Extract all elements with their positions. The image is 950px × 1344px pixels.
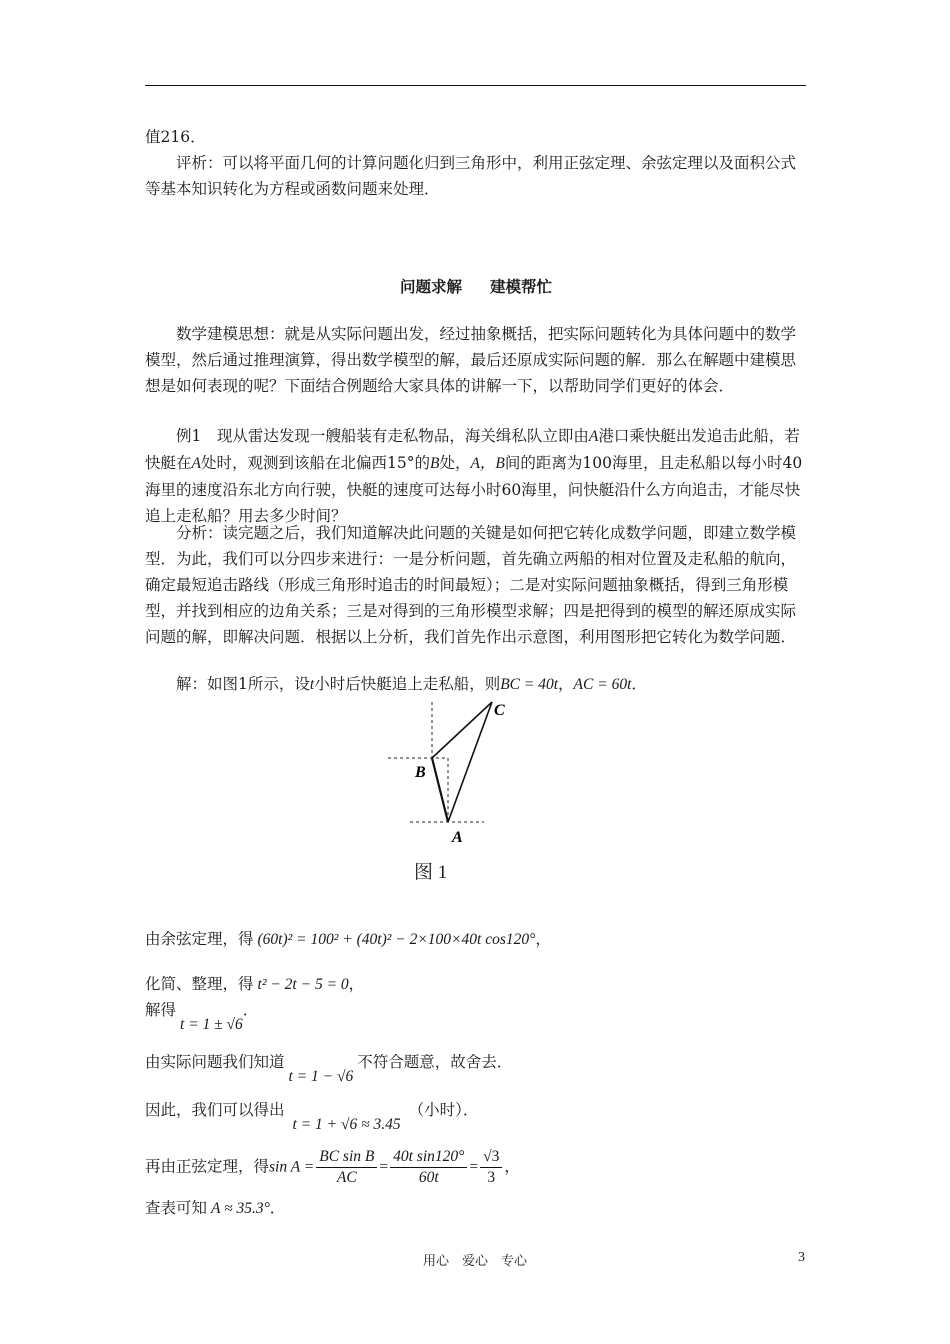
step-lookup: 查表可知 A ≈ 35.3°． — [145, 1199, 286, 1217]
header-rule — [145, 85, 806, 86]
page-number: 3 — [798, 1250, 805, 1265]
step-result: 因此，我们可以得出t = 1 + √6 ≈ 3.45（小时）． — [145, 1101, 479, 1133]
label-c: C — [494, 702, 505, 719]
step-cosine: 由余弦定理，得 (60t)² = 100² + (40t)² − 2×100×40t cos120°， — [145, 930, 551, 948]
heading-right: 建模帮忙 — [490, 278, 553, 296]
step-simplify: 化简、整理，得 t² − 2t − 5 = 0， — [145, 975, 365, 993]
triangle-figure — [380, 690, 530, 850]
example-paragraph: 例1 现从雷达发现一艘船装有走私物品，海关缉私队立即由A港口乘快艇出发追击此船，若快艇在A处时，观测到该船在北偏西15°的B处，A，B间的距离为100海里，且走私船以每小时40海里的速度沿东北方向行驶，快艇的速度可达每小时60海里，问快艇沿什么方向追击，才能尽快追上走私船？用去多少时间？ — [145, 427, 803, 525]
step-solve: 解得t = 1 ± √6． — [145, 1001, 259, 1033]
label-a: A — [452, 829, 463, 846]
side-ac — [448, 702, 492, 822]
solution-line: 解：如图1所示，设t小时后快艇追上走私船，则BC = 40t，AC = 60t． — [176, 675, 647, 693]
figure-caption: 图 1 — [414, 862, 448, 883]
side-ab — [432, 758, 448, 822]
analysis-paragraph: 分析：读完题之后，我们知道解决此问题的关键是如何把它转化成数学问题，即建立数学模型．为此，我们可以分四步来进行：一是分析问题，首先确立两船的相对位置及走私船的航向，确定最短追击路线（形成三角形时追击的时间最短）；二是对实际问题抽象概括，得到三角形模型，并找到相应的边角关系；三是对得到的三角形模型求解；四是把得到的模型的解还原成实际问题的解，即解决问题．根据以上分析，我们首先作出示意图，利用图形把它转化为数学问题． — [145, 524, 797, 646]
page-footer: 用心 爱心 专心 — [422, 1254, 527, 1269]
label-b: B — [415, 764, 426, 781]
section-heading — [145, 275, 807, 297]
step-sine: 再由正弦定理，得sin A = $\frac{\text{BC sin B}}{AC}$ = $\frac{\text{40t sin120°}}{60t}$ = $\frac{√3}{3}$ ， — [145, 1148, 520, 1186]
intro-paragraph: 数学建模思想：就是从实际问题出发，经过抽象概括，把实际问题转化为具体问题中的数学模型，然后通过推理演算，得出数学模型的解，最后还原成实际问题的解．那么在解题中建模思想是如何表现的呢？下面结合例题给大家具体的讲解一下，以帮助同学们更好的体会． — [145, 325, 797, 395]
top-text: 值216． — [145, 128, 206, 146]
comment-paragraph: 评析：可以将平面几何的计算问题化归到三角形中，利用正弦定理、余弦定理以及面积公式等基本知识转化为方程或函数问题来处理． — [145, 154, 797, 198]
step-discard: 由实际问题我们知道t = 1 − √6不符合题意，故舍去． — [145, 1053, 513, 1085]
side-bc — [432, 702, 492, 758]
heading-left: 问题求解 — [399, 278, 462, 296]
